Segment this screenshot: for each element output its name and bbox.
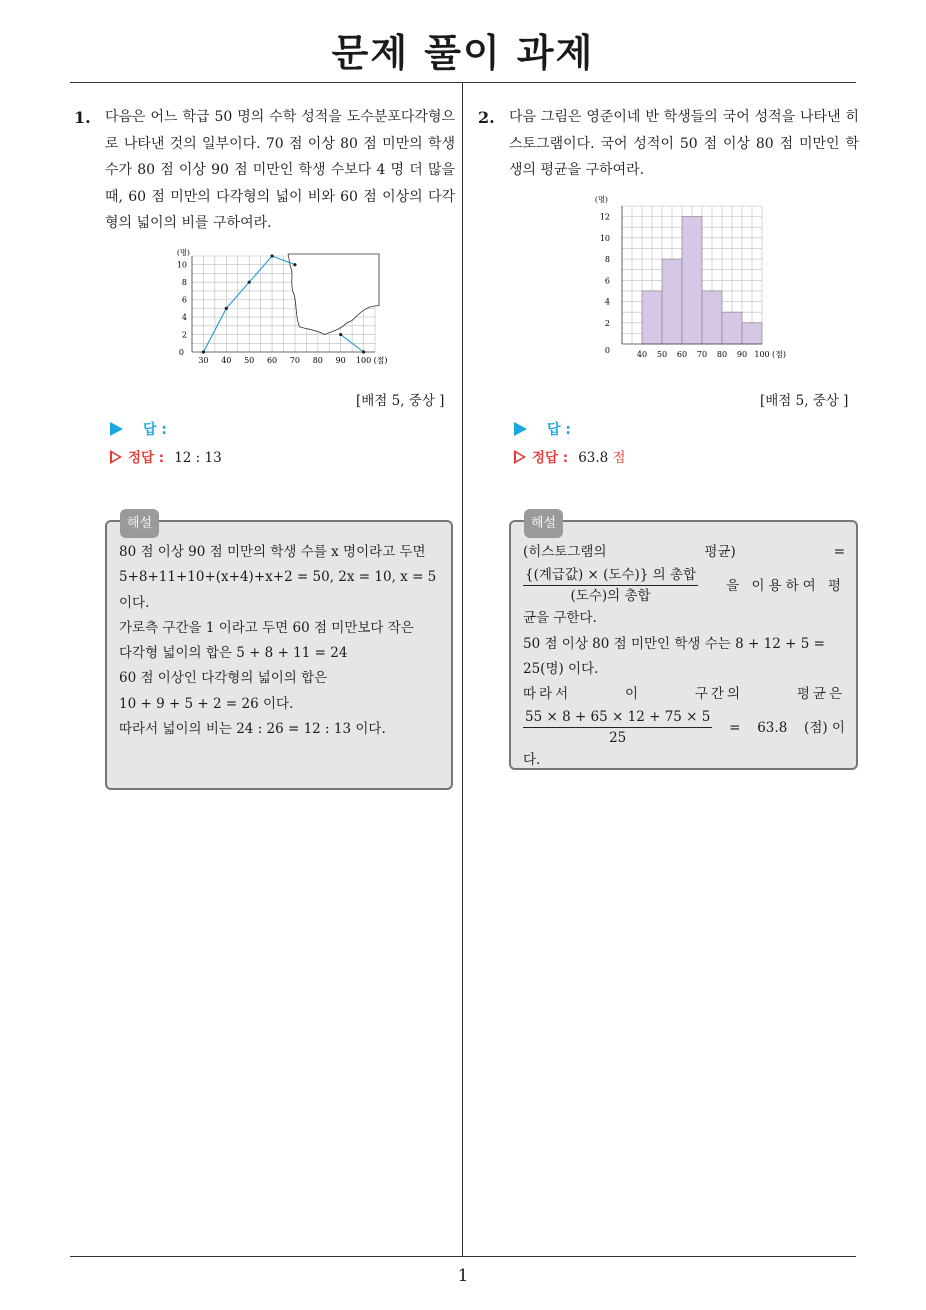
- origin-label: 0: [178, 348, 184, 357]
- x-tick-label: 60: [266, 356, 278, 365]
- x-tick-label: 70: [289, 356, 301, 365]
- explanation-line-8: 다.: [523, 752, 541, 769]
- data-point: [339, 333, 342, 336]
- correct-unit: 점: [612, 450, 626, 466]
- y-tick-label: 6: [181, 295, 187, 305]
- correct-label: 정답 :: [128, 450, 165, 466]
- x-tick-label: 100: [754, 350, 770, 359]
- text-segment: (히스토그램의: [523, 544, 607, 560]
- fraction-numerator: 55 × 8 + 65 × 12 + 75 × 5: [523, 707, 712, 728]
- explanation-tag: 해설: [120, 509, 159, 538]
- data-point: [202, 350, 205, 353]
- histogram-bar: [682, 217, 702, 344]
- explanation-body: [523, 540, 845, 774]
- y-axis-label: (명): [594, 195, 608, 204]
- explanation-line-2: [523, 565, 845, 606]
- y-axis-label: (명): [176, 248, 190, 257]
- answer-label: 답 :: [143, 422, 167, 438]
- explanation-lines: [119, 540, 441, 742]
- fraction-denominator: 25: [609, 730, 627, 747]
- explanation-line: 80 점 이상 90 점 미만의 학생 수를 x 명이라고 두면: [119, 544, 426, 560]
- question-2-text: 다음 그림은 영준이네 반 학생들의 국어 성적을 나타낸 히스토그램이다. 국어 성적이 50 점 이상 80 점 미만인 학생의 평균을 구하여라.: [509, 109, 859, 178]
- text-segment: =: [833, 544, 845, 560]
- question-1-explanation: [105, 516, 453, 790]
- data-point: [248, 281, 251, 284]
- column-divider: [462, 83, 463, 1256]
- histogram-chart: [590, 192, 786, 364]
- y-tick-label: 12: [599, 212, 610, 222]
- frequency-polygon-chart: [170, 245, 395, 365]
- data-point: [270, 254, 273, 257]
- x-tick-label: 50: [656, 350, 668, 359]
- answer-label: 답 :: [547, 422, 571, 438]
- explanation-line-3: 균을 구한다.: [523, 610, 597, 627]
- explanation-line-6: [523, 682, 845, 707]
- y-tick-label: 6: [604, 276, 610, 286]
- y-tick-label: 2: [604, 318, 610, 328]
- text-segment: 평균): [704, 544, 736, 560]
- answer-arrow-icon: [514, 422, 527, 436]
- explanation-line-4: 50 점 이상 80 점 미만인 학생 수는 8 + 12 + 5 =: [523, 635, 825, 652]
- question-2-correct: [514, 446, 626, 466]
- text-segment: =: [729, 719, 741, 736]
- x-tick-label: 30: [198, 356, 209, 365]
- explanation-line: 5+8+11+10+(x+4)+x+2 = 50, 2x = 10, x = 5: [119, 569, 437, 586]
- correct-value: 12 : 13: [174, 450, 222, 466]
- question-2-answer: [514, 419, 571, 439]
- x-axis-label: (점): [772, 350, 786, 359]
- torn-paper-mask: [288, 254, 379, 335]
- fraction-numerator: {(계급값) × (도수)} 의 총합: [523, 565, 698, 586]
- x-axis-label: (점): [373, 356, 388, 365]
- histogram-bar: [642, 291, 662, 344]
- x-tick-label: 100: [355, 356, 372, 365]
- question-1-number: 1.: [74, 108, 91, 127]
- x-tick-label: 40: [636, 350, 648, 359]
- question-1-correct: [110, 446, 222, 466]
- explanation-line-1: [523, 540, 845, 565]
- question-2-explanation: [509, 516, 858, 770]
- correct-label: 정답 :: [532, 450, 569, 466]
- correct-arrow-icon: [110, 450, 122, 464]
- y-tick-label: 8: [181, 278, 187, 288]
- correct-value: 63.8: [578, 450, 609, 466]
- text-segment: 구간의: [694, 686, 744, 703]
- y-tick-label: 4: [604, 297, 610, 307]
- x-tick-label: 70: [696, 350, 708, 359]
- explanation-tag: 해설: [524, 509, 563, 538]
- y-tick-label: 10: [176, 260, 187, 270]
- header-rule: [70, 82, 856, 83]
- correct-arrow-icon: [514, 450, 526, 464]
- data-point: [362, 350, 365, 353]
- x-tick-label: 80: [312, 356, 323, 365]
- histogram-bar: [702, 291, 722, 344]
- text-segment: 을 이용하여 평: [726, 577, 845, 594]
- explanation-line-5: 25(명) 이다.: [523, 660, 599, 677]
- text-segment: 63.8: [757, 719, 788, 736]
- y-tick-label: 10: [599, 233, 610, 243]
- formula-fraction: [523, 707, 712, 748]
- page-number: 1: [457, 1266, 469, 1286]
- page-title: 문제 풀이 과제: [331, 31, 595, 75]
- explanation-line: 10 + 9 + 5 + 2 = 26 이다.: [119, 695, 294, 712]
- x-tick-label: 60: [676, 350, 688, 359]
- data-point: [293, 263, 296, 266]
- y-tick-label: 8: [604, 255, 610, 265]
- explanation-line-7: [523, 707, 845, 748]
- x-tick-label: 80: [716, 350, 728, 359]
- histogram-bar: [742, 323, 762, 344]
- fraction-denominator: (도수)의 총합: [570, 588, 651, 605]
- question-2-score: [배점 5, 중상 ]: [760, 393, 849, 409]
- footer-rule: [70, 1256, 856, 1257]
- explanation-line: 다각형 넓이의 합은 5 + 8 + 11 = 24: [119, 645, 348, 662]
- question-1-score: [배점 5, 중상 ]: [356, 393, 445, 409]
- explanation-line: 60 점 이상인 다각형의 넓이의 합은: [119, 670, 328, 687]
- y-tick-label: 2: [181, 330, 187, 340]
- question-1-text: 다음은 어느 학급 50 명의 수학 성적을 도수분포다각형으로 나타낸 것의 일부이다. 70 점 이상 80 점 미만의 학생 수가 80 점 이상 90 점 미만인 학생 수보다 4 명 더 많을 때, 60 점 미만의 다각형의 넓이 비와 60 점 이상의 다각형의 넓이의 비를 구하여라.: [105, 109, 455, 231]
- histogram-bar: [722, 312, 742, 344]
- text-segment: (점) 이: [804, 719, 845, 736]
- origin-label: 0: [604, 346, 610, 355]
- question-1-answer: [110, 419, 167, 439]
- x-tick-label: 40: [221, 356, 232, 365]
- text-segment: 평균은: [796, 686, 845, 703]
- data-point: [225, 307, 228, 310]
- explanation-line: 따라서 넓이의 비는 24 : 26 = 12 : 13 이다.: [119, 721, 386, 738]
- answer-arrow-icon: [110, 422, 123, 436]
- explanation-line: 이다.: [119, 594, 150, 611]
- x-tick-label: 90: [335, 356, 346, 365]
- x-tick-label: 50: [244, 356, 255, 365]
- explanation-line: 가로측 구간을 1 이라고 두면 60 점 미만보다 작은: [119, 619, 414, 636]
- formula-fraction: [523, 565, 698, 606]
- text-segment: 이: [624, 686, 642, 703]
- x-tick-label: 90: [736, 350, 748, 359]
- y-tick-label: 4: [181, 313, 187, 323]
- question-2-number: 2.: [478, 108, 495, 127]
- histogram-bar: [662, 259, 682, 344]
- text-segment: 따라서: [523, 686, 572, 703]
